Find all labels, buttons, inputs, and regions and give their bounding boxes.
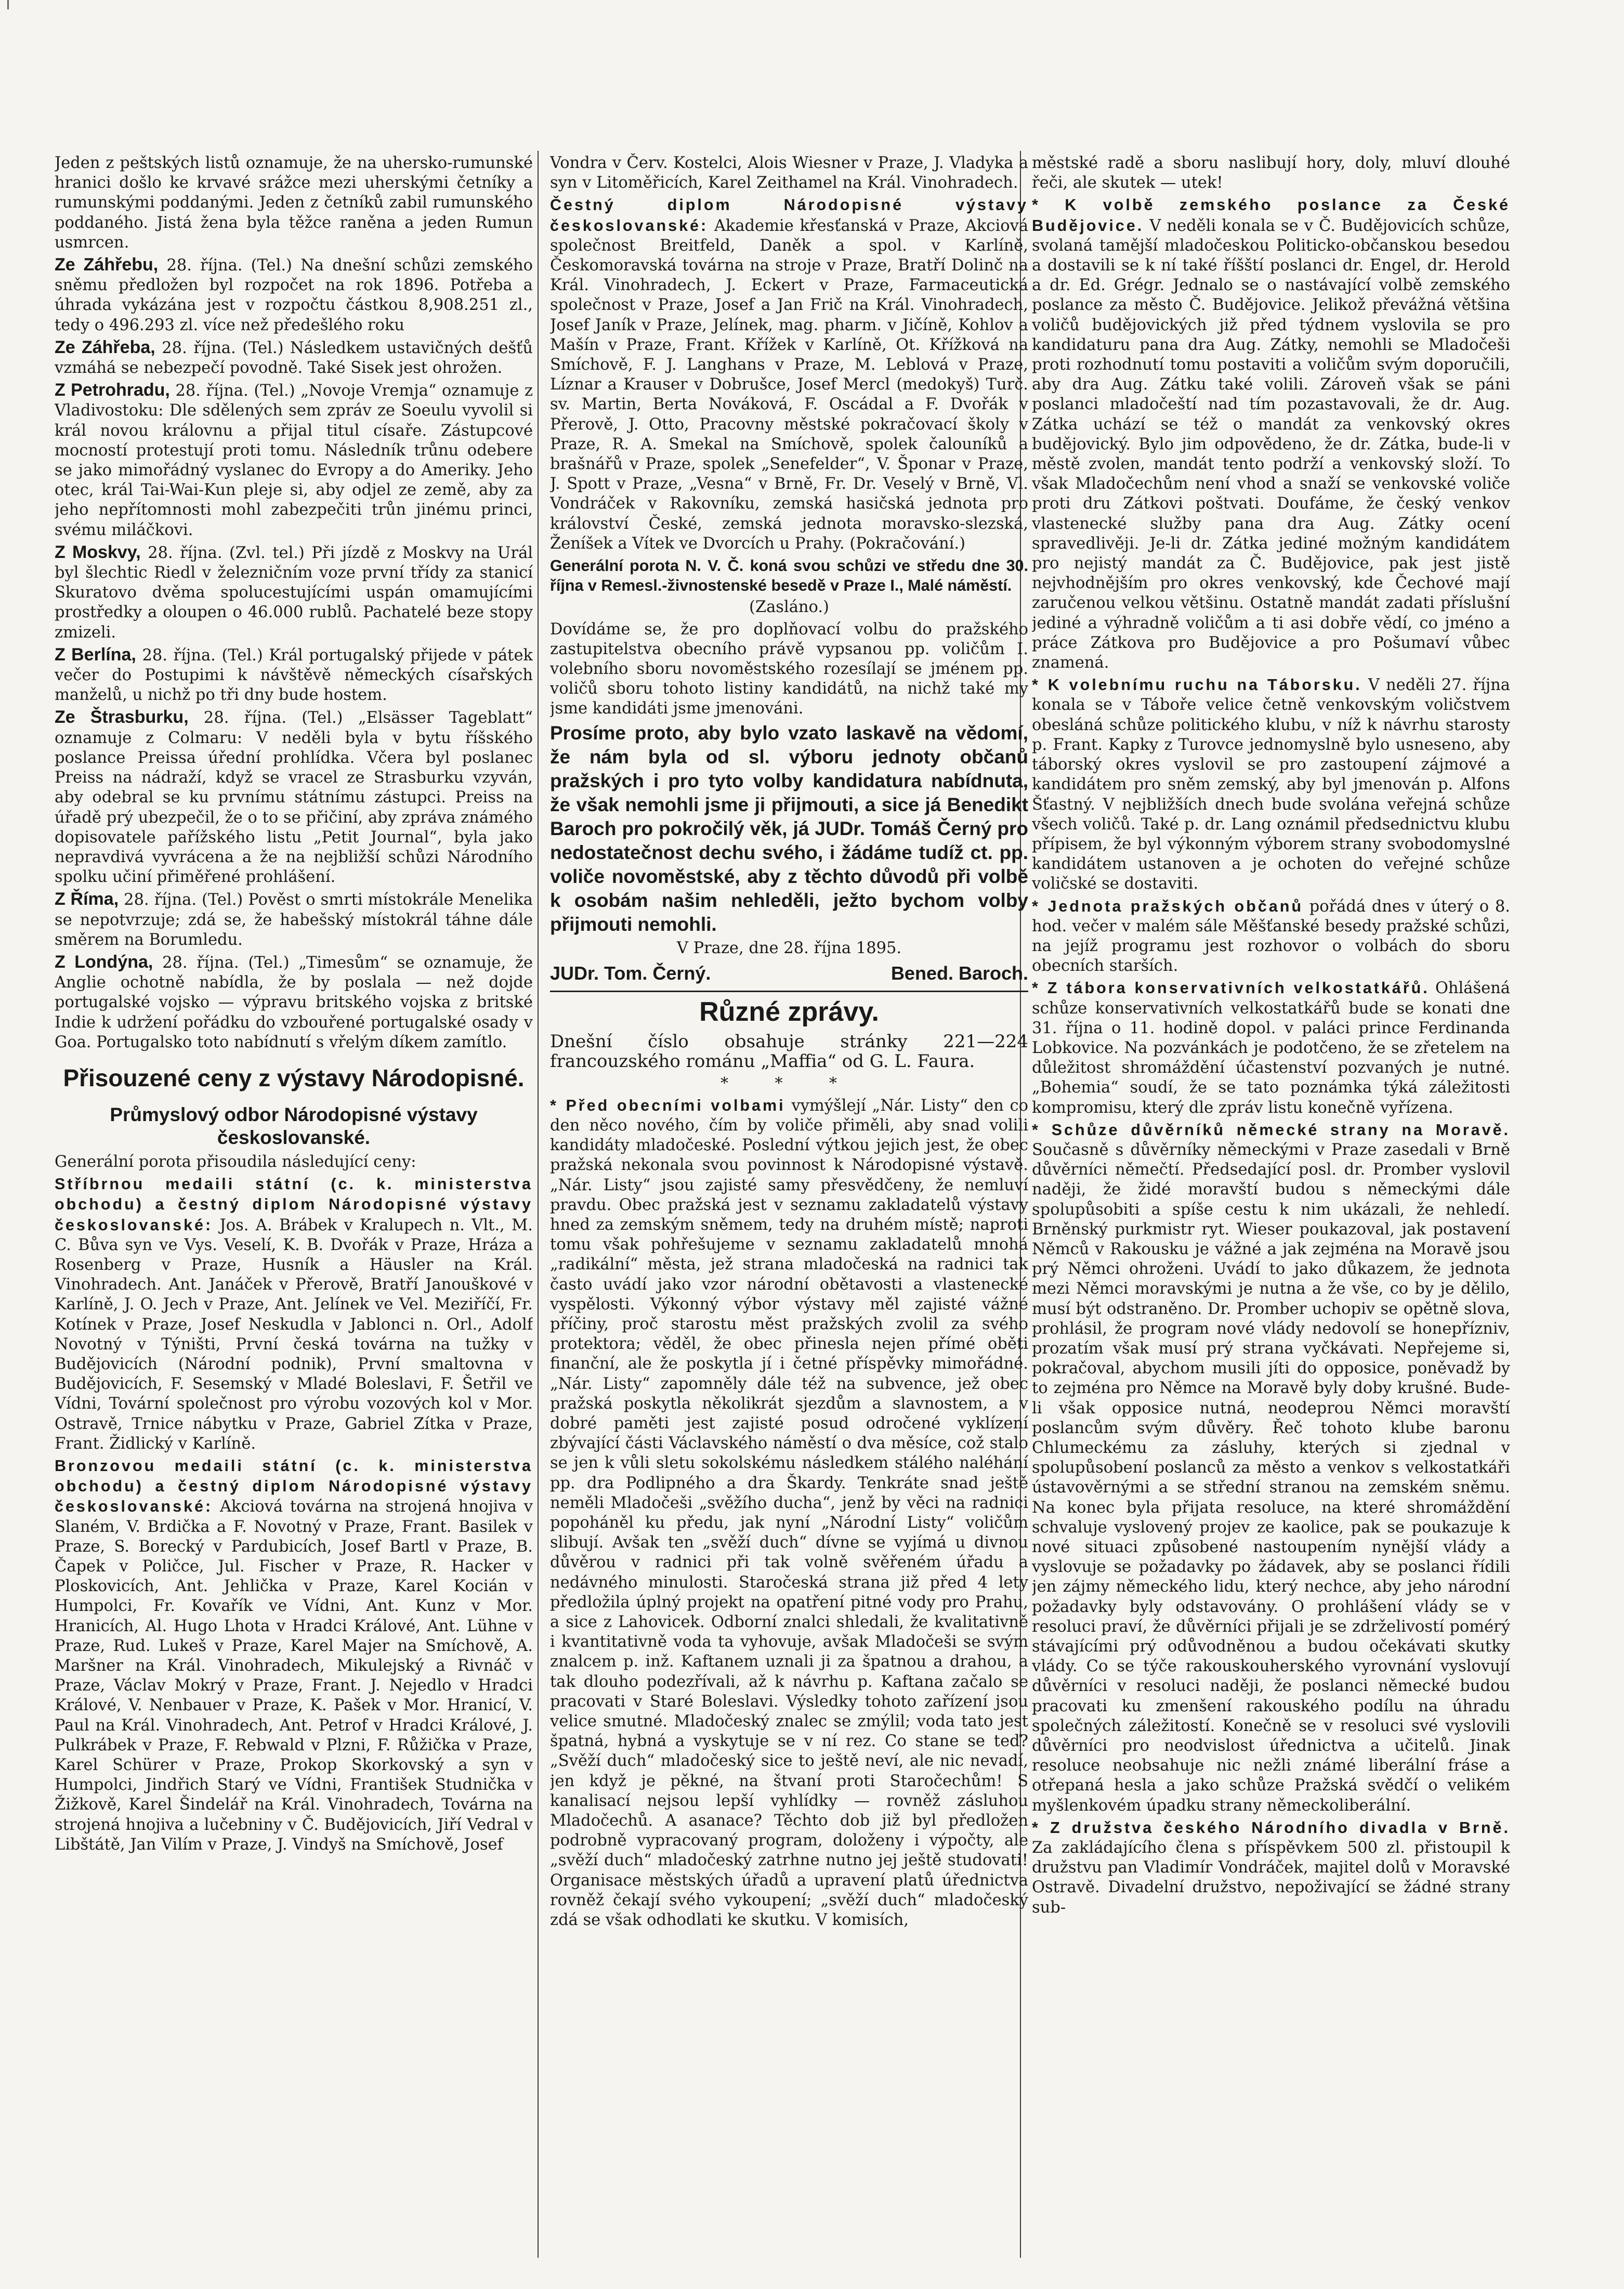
date-line: V Praze, dne 28. října 1895. bbox=[676, 939, 902, 957]
article-paragraph: Jeden z peštských listů oznamuje, že na uhersko-rumunské hranici došlo ke krvavé srážce mezi uherskými četníky a rumunskými poddanými. Jeden z četníků zabil rumunského poddaného. Jistá žena byla těžce raněna a jeden Rumun usmrcen. bbox=[55, 154, 533, 252]
novel-notice: Dnešní číslo obsahuje stránky 221—224 francouzského románu „Maffia“ od G. L. Faura. bbox=[550, 1031, 1028, 1072]
separator-stars: * * * bbox=[720, 1074, 858, 1093]
news-item: * Jednota pražských občanů pořádá dnes v úterý o 8. hod. večer v malém sále Měšťanské besedy pražské schůzi, na jejíž programu jest rozhovor o volbách do sboru obecních starších. bbox=[1032, 897, 1510, 976]
zaslano-request: Prosíme proto, aby bylo vzato laskavě na vědomí, že nám byla od sl. výboru jednoty občanů pražských i pro tyto volby kandidatura nabídnuta, že však nemohli jsme ji přijmouti, a sice já Benedikt Baroch pro pokročilý věk, já JUDr. Tomáš Černý pro nedostatečnost dechu svého, i žádáme tudíž ct. pp. voliče novoměstské, aby z těchto důvodů při volbě k osobám našim nehleděli, ježto bychom volby přijmouti nemohli. bbox=[550, 722, 1028, 935]
telegram-item: Z Berlína, 28. října. (Tel.) Král portugalský přijede v pátek večer do Postupimi k návštěvě německých císařských manželů, u nichž po tři dny bude hostem. bbox=[55, 644, 533, 705]
telegram-item: Z Petrohradu, 28. října. (Tel.) „Novoje Vremja“ oznamuje z Vladivostoku: Dle sdělených sem zpráv ze Soeulu vyvolil si král novou královnu a přijal titul císaře. Zástupcové mocností protestují proti tomu. Následník trůnu odebere se jako mimořádný vyslanec do Evropy a do Ameriky. Jeho otec, král Tai-Wai-Kun pleje si, aby odjel ze země, aby za jeho nepřítomnosti mohl zabezpečiti trůn jinému princi, svému miláčkovi. bbox=[55, 380, 533, 539]
section-subheading: Průmyslový odbor Národopisné výstavy českoslovanské. bbox=[110, 1103, 478, 1148]
column-3 bbox=[1032, 153, 1510, 2253]
section-heading: Různé zprávy. bbox=[550, 991, 1028, 1029]
award-list: Čestný diplom Národopisné výstavy českoslovanské: Akademie křesťanská v Praze, Akciová společnost Breitfeld, Daněk a spol. v Karlíně, Českomoravská továrna na stroje v Praze, Bratří Dolinč na Král. Vinohradech, J. Eckert v Praze, Farmaceutická společnost v Praze, Josef a Jan Frič na Král. Vinohradech, Josef Janík v Praze, Jelínek, mag. pharm. v Jičíně, Kohlov a Mašín v Praze, Frant. Křížek v Karlíně, Ot. Křížková na Smíchově, F. J. Langhans v Praze, M. Leblová v Praze, Líznar a Krauser v Dobrušce, Josef Mercl (medokyš) Turč. sv. Martin, Berta Nováková, F. Oscádal a F. Dvořák v Přerově, J. Otto, Pracovny městské pokračovací školy v Praze, R. A. Smekal na Smíchově, spolek čalouníků a brašnářů v Praze, spolek „Senefelder“, V. Šponar v Praze, J. Spott v Praze, „Vesna“ v Brně, Fr. Dr. Veselý v Brně, Vl. Vondráček v Rakovníku, zemská hasičská jednota pro království České, zemská jednota moravsko-slezská, Ženíšek a Vítek ve Dvorcích u Prahy. (Pokračování.) bbox=[550, 196, 1028, 553]
scan-mark bbox=[7, 0, 9, 9]
section-heading: Přisouzené ceny z výstavy Národopisné. bbox=[63, 1064, 525, 1091]
jury-notice: Generální porota N. V. Č. koná svou schůzi ve středu dne 30. října v Remesl.-živnostenské besedě v Praze I., Malé náměstí. bbox=[550, 557, 1028, 595]
zaslano-title: (Zasláno.) bbox=[749, 598, 829, 617]
news-item: * Z tábora konservativních velkostatkářů. Ohlášená schůze konservativních velkostatkářů bude se konati dne 31. října o 11. hodině dopol. v paláci prince Ferdinanda Lobkovice. Na pozvánkách je podotčeno, že se zřetelem na důležitost shromáždění účastenství pozvaných je nutné. „Bohemia“ soudí, že se tato poznámka týká záležitosti kompromisu, který dle zpráv listu konečně vyřízena. bbox=[1032, 979, 1510, 1117]
telegram-item: Z Moskvy, 28. října. (Zvl. tel.) Při jízdě z Moskvy na Urál byl šlechtic Riedl v železničním voze první třídy za stanicí Skuratovo dvěma spolucestujícími uspán omamujícími prostředky a oloupen o 46.000 rublů. Pachatelé beze stopy zmizeli. bbox=[55, 542, 533, 642]
article-paragraph: městské radě a sboru naslibují hory, doly, mluví dlouhé řeči, ale skutek — utek! bbox=[1032, 154, 1510, 192]
column-rule bbox=[538, 151, 539, 2258]
telegram-item: Z Londýna, 28. října. (Tel.) „Timesům“ se oznamuje, že Anglie ochotně nabídla, že by poslala — než dojde portugalské vojsko — výpravu britského vojska z britské Indie k udržení pořádku do vzbouřené portugalské osady v Goa. Portugalsko toto nabídnutí s vřelým díkem zamítlo. bbox=[55, 952, 533, 1051]
signature-cerny: JUDr. Tom. Černý. bbox=[550, 962, 711, 984]
news-item: * K volebnímu ruchu na Táborsku. V neděli 27. října konala se v Táboře velice četně venkovským voličstvem obesláná schůze politického klubu, v níž k návrhu starosty p. Frant. Kapky z Turovce jednomyslně bylo usneseno, aby táborský okres vyslovil se pro zastoupení zájmové a kandidátem pro sněm zemský, aby byl jmenován p. Alfons Šťastný. V nejbližších dnech bude svolána veřejná schůze všech voličů. Také p. dr. Lang oznámil předsednictvu klubu přípisem, že byl výkonným výborem strany svobodomyslné kandidátem ustanoven a je ochoten do veřejné schůze voličské se dostaviti. bbox=[1032, 676, 1510, 893]
news-item: * K volbě zemského poslance za České Budějovice. V neděli konala se v Č. Budějovicích schůze, svolaná tamější mladočeskou Politicko-občanskou besedou a dostavili se k ní také říšští poslanci dr. Engel, dr. Herold a dr. Ed. Grégr. Jednalo se o nastávající volbě zemského poslance za město Č. Budějovice. Jelikož převážná většina voličů budějovických již před týdnem vyslovila se pro kandidaturu pana dra Aug. Zátky, nemohli se Mladočeši proti rozhodnutí tomu postaviti a voličům svým doporučili, aby dra Aug. Zátku také volili. Zároveň však se páni poslanci mladočeští nad tím pozastavovali, že dr. Aug. Zátka uchází se též o mandát za venkovský okres budějovický. Bylo jim odpovědeno, že dr. Zátka, bude-li v městě zvolen, mandát tento podrží a venkovský složí. To však Mladočechům není vhod a snaží se venkovské voliče proti dru Zátkovi poštvati. Doufáme, že český venkov vlastenecké služby pana dra Aug. Zátky ocení spravedlivěji. Je-li dr. Zátka jediné možným kandidátem pro nejistý mandát za Č. Budějovice, pak jest jistě nejvhodnějším pro okres venkovský, kde Čechové mají zaručenou velkou většinu. Ostatně mandát zadati příslušní jediné a výhradně voličům a ti asi dobře vědí, co jméno a práce Zátkova pro Budějovice a pro Pošumaví vůbec znamená. bbox=[1032, 196, 1510, 672]
jury-note: Generální porota přisoudila následující ceny: bbox=[55, 1152, 416, 1171]
award-list: Stříbrnou medaili státní (c. k. ministerstva obchodu) a čestný diplom Národopisné výstavy českoslovanské: Jos. A. Brábek v Kralupech n. Vlt., M. C. Bůva syn ve Vys. Veselí, K. B. Dvořák v Praze, Hráza a Rosenberg v Praze, Husník a Häusler na Král. Vinohradech. Ant. Janáček v Přerově, Bratří Janouškové v Karlíně, J. O. Jech v Praze, Ant. Jelínek ve Vel. Meziříčí, Fr. Kotínek v Praze, Josef Neskudla v Jablonci n. Orl., Adolf Novotný v Týništi, První česká továrna na tužky v Budějovicích (Národní podnik), První smaltovna v Budějovicích, F. Sesemský v Mladé Boleslavi, F. Šetřil ve Vídni, Tovární společnost pro výrobu vozových kol v Mor. Ostravě, Trnice nábytku v Praze, Gabriel Zítka v Praze, Frant. Židlický v Karlíně. bbox=[55, 1175, 533, 1453]
column-1 bbox=[55, 153, 533, 2253]
news-item: * Před obecními volbami vymýšlejí „Nár. Listy“ den co den něco nového, čím by voliče přiměli, aby snad volili kandidáty mladočeské. Poslední výtkou jejich jest, že obec pražská nekonala svou povinnost k Národopisné výstavě. „Nár. Listy“ jsou zajisté samy přesvědčeny, že nemluví pravdu. Obec pražská jest v seznamu zakladatelů výstavy hned za zemským sněmem, tedy na druhém místě; naproti tomu však pohřešujeme v seznamu zakladatelů mnohá „radikální“ města, jež strana mladočeská na radnici tak často uvádí jako vzor národní obětavosti a vlastenecké vyspělosti. Výkonný výbor výstavy měl zajisté vážné příčiny, proč starostu měst pražských zvolil za svého protektora; věděl, že obec přinesla nejen přímé oběti finanční, ale že poskytla jí i četné příspěvky mimořádné. „Nár. Listy“ zapomněly dále též na subvence, jež obec pražská poskytla několikrát sjezdům a slavnostem, a v dobré paměti jest zajisté posud odročené vyklízení zbývající části Václavského náměstí o dva měsíce, což stalo se jen k vůli sletu sokolskému následkem stálého naléhání pp. dra Podlipného a dra Škardy. Tenkráte snad ještě neměli Mladočeši „svěžího ducha“, jenž by věci na radnici popoháněl ku předu, jak nyní „Národní Listy“ voličům slibují. Avšak ten „svěží duch“ dívne se vyjímá u divnou důvěrou v radnici při tak volně svěřeném úřadu a nedávného minulosti. Staročeská strana již před 4 lety předložila úplný projekt na opatření pitné vody pro Prahu, a sice z Lahovicek. Odborní znalci shledali, že kvalitativně i kvantitativně voda ta vyhovuje, avšak Mladočeši se svým znalcem p. inž. Kaftanem uznali ji za špatnou a drahou, a tak dlouho podezřívali, až k návrhu p. Kaftana začalo se pracovati v Staré Boleslavi. Výsledky tohoto zařízení jsou velice smutné. Mladočeský znalec se zmýlil; voda tato jest špatná, hybná a vyskytuje se v ní rez. Co stane se teď? „Svěží duch“ mladočeský sice to ještě neví, ale nic nevadí, jen když je pěkné, na štvaní proti Staročechům! S kanalisací nejsou lepší vyhlídky — rovněž zásluhou Mladočechů. A asanace? Těchto dob již byl předložen podrobně vypracovaný program, doloženy i výpočty, ale „svěží duch“ mladočeský zatrhne nutno jej ještě studovati! Organisace městských úřadů a upravení platů úřednictva rovněž čekají svého vykoupení; „svěží duch“ mladočeský zdá se však odhodlati ke skutku. V komisích, bbox=[550, 1096, 1028, 1930]
news-item: * Schůze důvěrníků německé strany na Moravě. Současně s důvěrníky německými v Praze zasedali v Brně důvěrníci němečtí. Předsedající posl. dr. Promber vyslovil naději, že židé moravští budou s německými dále spolupůsobiti a spíše cestu k nim ukázali, že nehledí. Brněnský purkmistr ryt. Wieser poukazoval, jak postavení Němců v Rakousku je vážné a jak zejména na Moravě jsou prý Němci ohroženi. Uvádí to jako důkazem, že jednota mezi Němci moravskými je nutna a že vše, co by je dělilo, musí být odstraněno. Dr. Promber uchopiv se opětně slova, prohlásil, že program nové vlády nedovolí se honepřízniv, prozatím však musí prý strana vyčkávati. Nepřejeme si, pokračoval, abychom musili jíti do opposice, poněvadž by to zejména pro Němce na Moravě byly doby krušné. Bude-li však opposice nutná, neodeprou Němci moravští poslancům svým důvěry. Řeč tohoto klube baronu Chlumeckému za zásluhy, kterých si zjednal v spolupůsobení poslanců za město a venkov s velkostatkáři ústavověrnými a se střední stranou na zemském sněmu. Na konec byla přijata resoluce, na které shromáždění schvaluje vyslovený projev ze kaolice, pak se poukazuje k nové situaci způsobené nastoupením nynější vlády a vyslovuje se požadavky po žádavek, aby se poslanci řídili jen zájmy německého lidu, který nechce, aby jeho národní požadavky byly odstavovány. O prohlášení vlády se v resoluci praví, že důvěrníci přijali je se zdrželivostí pomérý stávajícími prý odůvodněnou a budou očekávati skutky vlády. Co se týče rakouskouherského vyrovnání vyslovují důvěrníci v resoluci naději, že poslanci německé budou pracovati ku zmenšení rakouského podílu na úhradu společných záležitostí. Konečně se v resoluci své vyslovili důvěrníci pro neodvislost úřednictva a učitelů. Jinak resoluce neobsahuje nic nežli známé liberální fráse a otřepaná hesla a jako schůze Pražská svědčí o velikém myšlenkovém úpadku strany německoliberální. bbox=[1032, 1121, 1510, 1815]
signature-line bbox=[550, 964, 1028, 983]
signature-baroch: Bened. Baroch. bbox=[890, 962, 1028, 984]
column-2 bbox=[550, 153, 1028, 2253]
news-item: * Z družstva českého Národního divadla v Brně. Za zakládajícího člena s příspěvkem 500 zl. přistoupil k družstvu pan Vladimír Vondráček, majitel dolů v Moravské Ostravě. Divadelní družstvo, nepoživající se žádné strany sub- bbox=[1032, 1818, 1510, 1917]
telegram-item: Ze Štrasburku, 28. října. (Tel.) „Elsässer Tageblatt“ oznamuje z Colmaru: V neděli byla v bytu říšského poslance Preissa úřední prohlídka. Včera byl poslanec Preiss na nádraží, když se vracel ze Strasburku vzyván, aby odebral se ku prvnímu státnímu zástupci. Preiss na úřadě prý ubezpečil, že o to se přičiní, aby zpráva známého dopisovatele pařížského listu „Petit Journal“, byla jako nepravdivá vyvrácena a že na nejbližší schůzi Národního spolku učiní přiměřené prohlášení. bbox=[55, 707, 533, 887]
article-paragraph: Vondra v Červ. Kostelci, Alois Wiesner v Praze, J. Vladyka a syn v Litoměřicích, Karel Zeithamel na Král. Vinohradech. bbox=[550, 154, 1028, 192]
telegram-item: Z Říma, 28. října. (Tel.) Pověst o smrti místokrále Menelika se nepotvrzuje; zdá se, že habešský místokrál táhne dále směrem na Borumledu. bbox=[55, 889, 533, 949]
zaslano-text: Dovídáme se, že pro doplňovací volbu do pražského zastupitelstva obecního právě vypsanou pp. voličům I. volebního sboru novoměstského rozesílají se jménem pp. voličů sboru tohoto listiny kandidátů, na nichž také my jsme kandidáti jsme jmenováni. bbox=[550, 620, 1028, 718]
telegram-item: Ze Záhřeba, 28. října. (Tel.) Následkem ustavičných dešťů vzmáhá se nebezpečí povodně. Také Sisek jest ohrožen. bbox=[55, 337, 533, 378]
award-list: Bronzovou medaili státní (c. k. ministerstva obchodu) a čestný diplom Národopisné výstavy českoslovanské: Akciová továrna na strojená hnojiva v Slaném, V. Brdička a F. Novotný v Praze, Frant. Basilek v Praze, S. Borecký v Pardubicích, Josef Bartl v Praze, B. Čapek v Poličce, Jul. Fischer v Praze, R. Hacker v Ploskovicích, Ant. Jehlička v Praze, Karel Kocián v Humpolci, Fr. Kovařík ve Vídni, Ant. Kunz v Mor. Hranicích, Al. Hugo Lhota v Hradci Králové, Ant. Lühne v Praze, Rud. Lukeš v Praze, Karel Majer na Smíchově, A. Maršner na Král. Vinohradech, Mikulejský a Rivnáč v Praze, Václav Mokrý v Praze, Frant. J. Nejedlo v Hradci Králové, V. Nenbauer v Praze, K. Pašek v Mor. Hranicí, V. Paul na Král. Vinohradech, Ant. Petrof v Hradci Králové, J. Pulkrábek v Praze, F. Rebwald v Plzni, F. Růžička v Praze, Karel Schürer v Praze, Prokop Skorkovský a syn v Humpolci, Jindřich Starý ve Vídni, František Studnička v Žižkově, Karel Šindelář na Král. Vinohradech, Továrna na strojená hnojiva a lučebniny v Č. Budějovicích, Jiří Vedral v Libštátě, Jan Vilím v Praze, J. Vindyš na Smíchově, Josef bbox=[55, 1456, 533, 1854]
telegram-item: Ze Záhřebu, 28. října. (Tel.) Na dnešní schůzi zemského sněmu předložen byl rozpočet na rok 1896. Potřeba a úhrada vykázána jest v rozpočtu částkou 8,908.251 zl., tedy o 496.293 zl. více než předešlého roku bbox=[55, 255, 533, 334]
